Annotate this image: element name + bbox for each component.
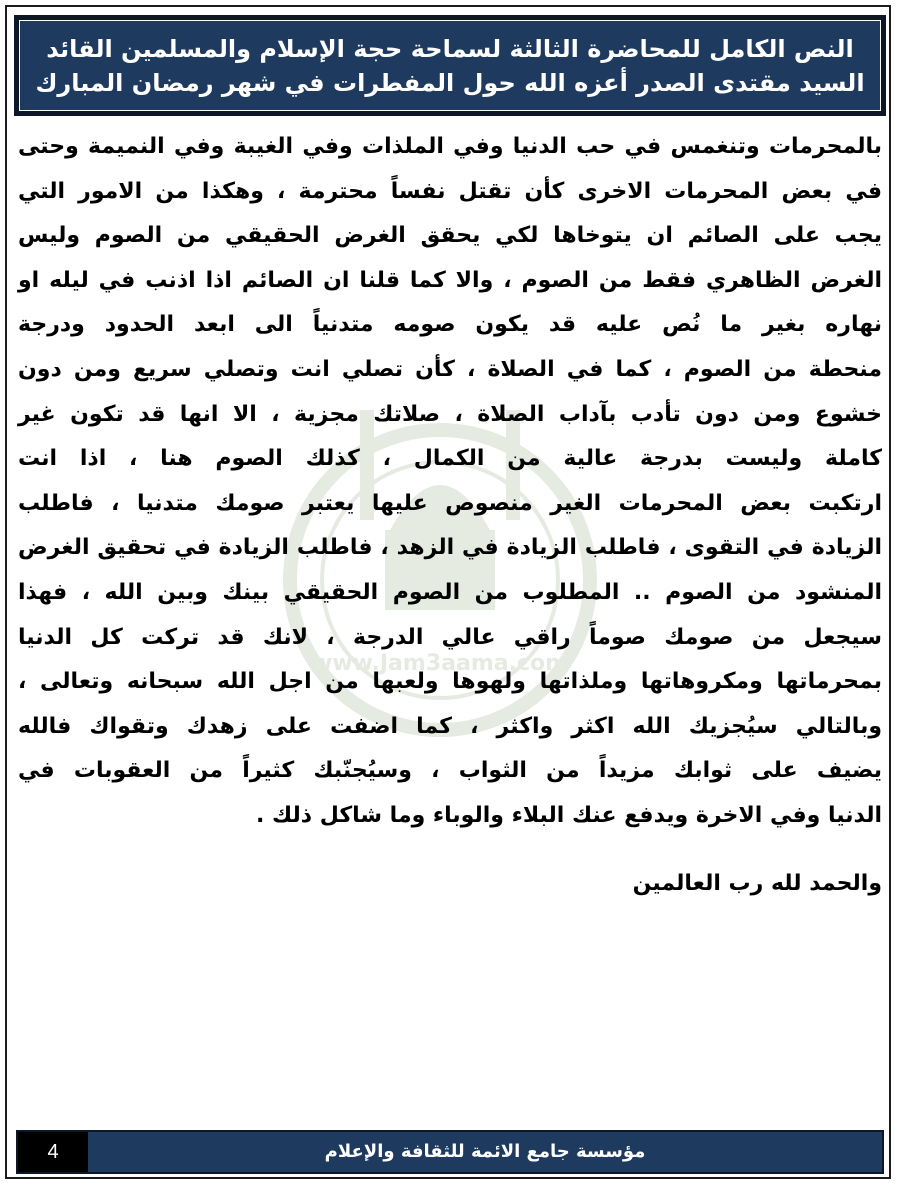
watermark-url: www.Jam3aama.com xyxy=(311,651,569,676)
body-line: بالمحرمات وتنغمس في حب الدنيا وفي الملذات وفي الغيبة وفي النميمة وحتى xyxy=(18,134,882,159)
body-line: ارتكبت بعض المحرمات الغير منصوص عليها يعتبر صومك متدنيا ، فاطلب xyxy=(18,490,882,516)
body-line: المنشود من الصوم .. المطلوب من الصوم الحقيقي بينك وبين الله ، فهذا xyxy=(18,579,882,605)
body-line: الدنيا وفي الاخرة ويدفع عنك البلاء والوباء وما شاكل ذلك . xyxy=(255,802,882,828)
body-line: بمحرماتها ومكروهاتها وملذاتها ولهوها ولعبها من اجل الله سبحانه وتعالى ، xyxy=(18,669,882,695)
body-line: يضيف على ثوابك مزيداً من الثواب ، وسيُجنّبك كثيراً من العقوبات في xyxy=(18,758,882,784)
closing-line: والحمد لله رب العالمين xyxy=(632,871,882,896)
footer-organization: مؤسسة جامع الائمة للثقافة والإعلام xyxy=(324,1141,646,1162)
body-line: خشوع ومن دون تأدب بآداب الصلاة ، صلاتك مجزية ، الا انها قد تكون غير xyxy=(18,401,882,427)
header-title-line-1: النص الكامل للمحاضرة الثالثة لسماحة حجة الإسلام والمسلمين القائد xyxy=(46,34,854,63)
header-title-line-2: السيد مقتدى الصدر أعزه الله حول المفطرات في شهر رمضان المبارك xyxy=(35,68,865,97)
article-body xyxy=(18,125,882,839)
page-footer xyxy=(16,1130,884,1174)
body-line: منحطة من الصوم ، كما في الصلاة ، كأن تصلي انت وتصلي سريع ومن دون xyxy=(18,356,882,382)
body-line: نهاره بغير ما نُص عليه قد يكون صومه متدنياً الى ابعد الحدود ودرجة xyxy=(18,312,882,338)
body-line: يجب على الصائم ان يتوخاها لكي يحقق الغرض الحقيقي من الصوم وليس xyxy=(18,223,882,249)
body-line: الغرض الظاهري فقط من الصوم ، والا كما قلنا ان الصائم اذا اذنب في ليله او xyxy=(18,267,882,293)
body-line: سيجعل من صومك صوماً راقي عالي الدرجة ، لانك قد تركت كل الدنيا xyxy=(18,624,882,650)
page-number: 4 xyxy=(18,1132,88,1172)
body-line: الزيادة في التقوى ، فاطلب الزيادة في الزهد ، فاطلب الزيادة في تحقيق الغرض xyxy=(18,535,882,561)
body-line: في بعض المحرمات الاخرى كأن تقتل نفساً محترمة ، وهكذا من الامور التي xyxy=(18,178,882,204)
body-line: وبالتالي سيُجزيك الله اكثر واكثر ، كما اضفت على زهدك وتقواك فالله xyxy=(18,713,882,739)
page-header xyxy=(16,17,884,114)
body-line: كاملة وليست بدرجة عالية من الكمال ، كذلك الصوم هنا ، اذا انت xyxy=(18,446,882,472)
